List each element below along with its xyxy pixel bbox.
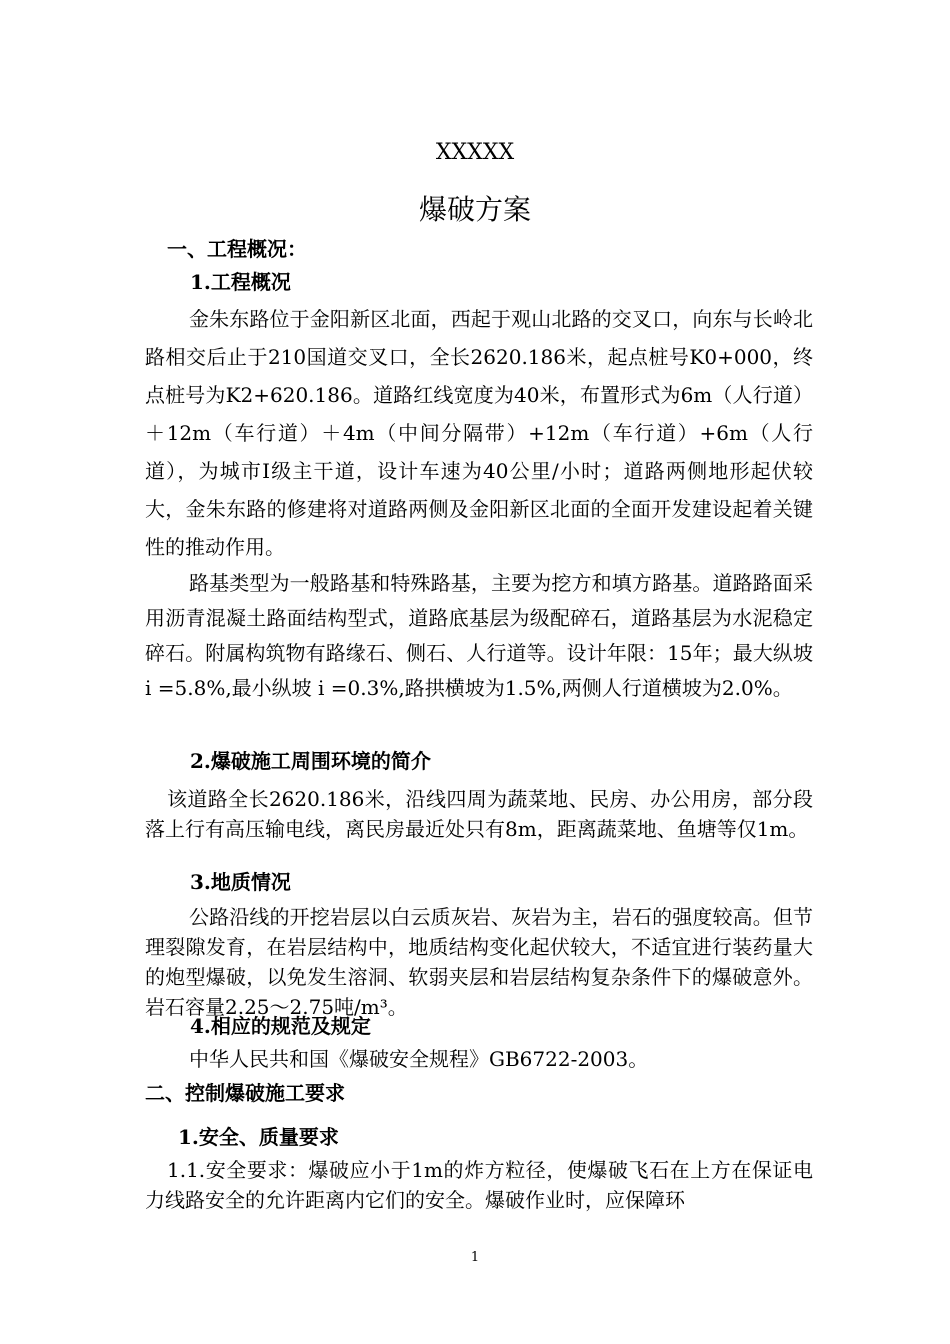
document-subtitle: 爆破方案 — [418, 193, 531, 226]
section-1-2-paragraph-1: 该道路全长2620.186米，沿线四周为蔬菜地、民房、办公用房，部分段落上行有高压输电线，离民房最近处只有8m，距离蔬菜地、鱼塘等仅1m。 — [145, 787, 813, 841]
section-1-4-paragraph-1: 中华人民共和国《爆破安全规程》GB6722-2003。 — [189, 1047, 649, 1071]
section-1-3-heading: 3.地质情况 — [190, 870, 291, 894]
section-1-1-heading: 1.工程概况 — [190, 270, 291, 294]
document-title: XXXXX — [435, 140, 515, 165]
section-1-2-heading: 2.爆破施工周围环境的简介 — [190, 749, 431, 773]
section-2-heading: 二、控制爆破施工要求 — [145, 1081, 345, 1105]
section-1-4-heading: 4.相应的规范及规定 — [190, 1014, 371, 1038]
section-2-1-heading: 1.安全、质量要求 — [178, 1125, 339, 1149]
section-1-1-paragraph-1: 金朱东路位于金阳新区北面，西起于观山北路的交叉口，向东与长岭北路相交后止于210国道交叉口，全长2620.186米，起点桩号K0+000，终点桩号为K2+620.186。道路红线宽度为40米，布置形式为6m（人行道）＋12m（车行道）＋4m（中间分隔带）+12m（车行道）+6m（人行道），为城市Ⅰ级主干道，设计车速为40公里/小时；道路两侧地形起伏较大，金朱东路的修建将对道路两侧及金阳新区北面的全面开发建设起着关键性的推动作用。 — [145, 307, 813, 559]
page-number: 1 — [470, 1250, 480, 1265]
section-1-3-paragraph-1: 公路沿线的开挖岩层以白云质灰岩、灰岩为主，岩石的强度较高。但节理裂隙发育，在岩层结构中，地质结构变化起伏较大，不适宜进行装药量大的炮型爆破，以免发生溶洞、软弱夹层和岩层结构复杂条件下的爆破意外。岩石容量2.25～2.75吨/m³。 — [145, 905, 813, 1019]
section-2-1-paragraph-1: 1.1.安全要求：爆破应小于1m的炸方粒径，使爆破飞石在上方在保证电力线路安全的允许距离内它们的安全。爆破作业时，应保障环 — [145, 1158, 813, 1212]
section-1-heading: 一、工程概况： — [167, 237, 307, 261]
section-1-1-paragraph-2: 路基类型为一般路基和特殊路基，主要为挖方和填方路基。道路路面采用沥青混凝土路面结构型式，道路底基层为级配碎石，道路基层为水泥稳定碎石。附属构筑物有路缘石、侧石、人行道等。设计年限：15年；最大纵坡 i =5.8%,最小纵坡 i =0.3%,路拱横坡为1.5%,两侧人行道横坡为2.0%。 — [145, 571, 813, 700]
